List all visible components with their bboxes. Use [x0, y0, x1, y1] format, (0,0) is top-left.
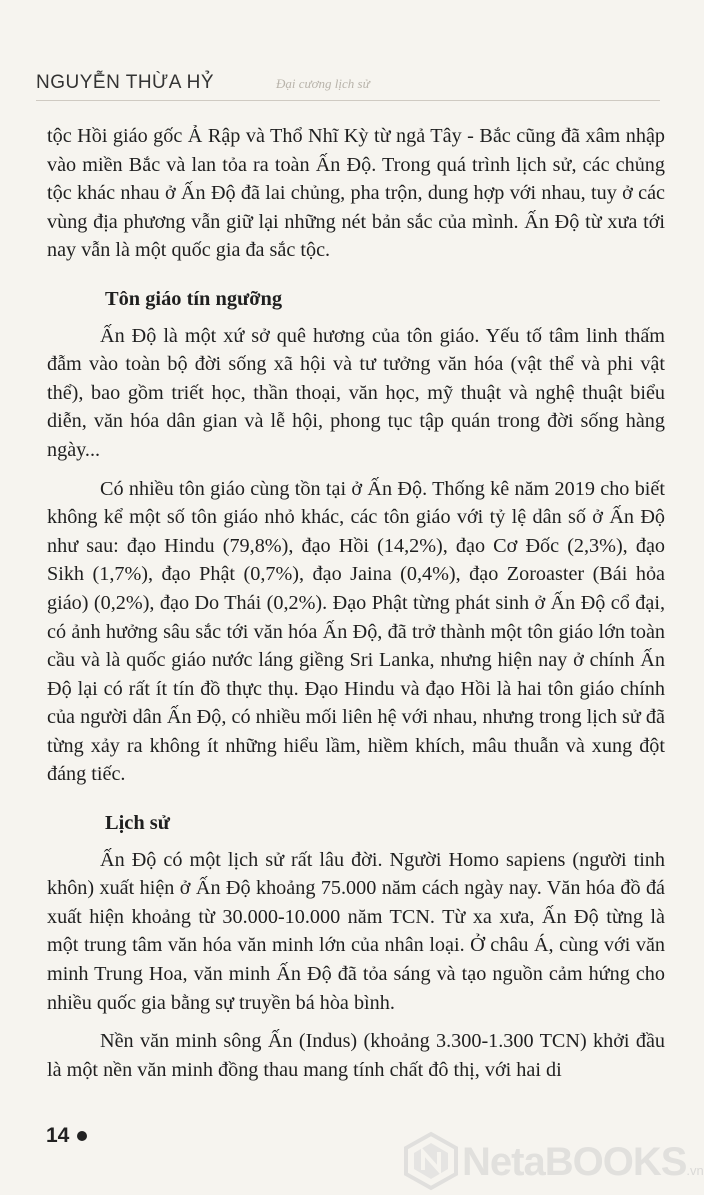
section-heading-religion: Tôn giáo tín ngưỡng — [105, 287, 283, 310]
bullet-icon — [77, 1131, 87, 1141]
paragraph: tộc Hồi giáo gốc Ả Rập và Thổ Nhĩ Kỳ từ ngả Tây - Bắc cũng đã xâm nhập vào miền Bắc và lan tỏa ra toàn Ấn Độ. Trong quá trình lịch sử, các chủng tộc khác nhau ở Ấn Độ đã lai chủng, pha trộn, dung hợp với nhau, tuy ở các vùng địa phương vẫn giữ lại những nét bản sắc của mình. Ấn Độ từ xưa tới nay vẫn là một quốc gia đa sắc tộc. — [47, 125, 665, 262]
page-number — [46, 1124, 87, 1148]
paragraph-gap — [47, 465, 665, 475]
running-header-faint-title: Đại cương lịch sử — [276, 76, 370, 91]
netabooks-logo-icon — [402, 1132, 460, 1190]
paragraph-gap — [47, 265, 665, 275]
page-number-text: 14 — [46, 1124, 70, 1147]
body-text — [47, 122, 665, 1084]
watermark-name: NetaBOOKS — [462, 1140, 687, 1184]
watermark-suffix: .vn — [686, 1163, 704, 1178]
paragraph: Ấn Độ có một lịch sử rất lâu đời. Người Homo sapiens (người tinh khôn) xuất hiện ở Ấn Độ khoảng 75.000 năm cách ngày nay. Văn hóa đồ đá xuất hiện khoảng từ 30.000-10.000 năm TCN. Từ xa xưa, Ấn Độ từng là một trung tâm văn hóa văn minh lớn của nhân loại. Ở châu Á, cùng với văn minh Trung Hoa, văn minh Ấn Độ đã tỏa sáng và tạo nguồn cảm hứng cho nhiều quốc gia bằng sự truyền bá hòa bình. — [47, 848, 665, 1014]
paragraph-gap — [47, 1017, 665, 1027]
paragraph: Ấn Độ là một xứ sở quê hương của tôn giáo. Yếu tố tâm linh thấm đẫm vào toàn bộ đời sống xã hội và tư tưởng văn hóa (vật thể và phi vật thể), bao gồm triết học, thần thoại, văn học, mỹ thuật và nghệ thuật biểu diễn, văn hóa dân gian và lễ hội, phong tục tập quán trong đời sống hàng ngày... — [47, 324, 665, 461]
watermark-text — [462, 1140, 704, 1185]
paragraph: Nền văn minh sông Ấn (Indus) (khoảng 3.300-1.300 TCN) khởi đầu là một nền văn minh đồng thau mang tính chất đô thị, với hai di — [47, 1030, 665, 1081]
section-heading-history: Lịch sử — [105, 812, 170, 835]
paragraph: Có nhiều tôn giáo cùng tồn tại ở Ấn Độ. Thống kê năm 2019 cho biết không kể một số tôn giáo nhỏ khác, các tôn giáo với tỷ lệ dân số ở Ấn Độ như sau: đạo Hindu (79,8%), đạo Hồi (14,2%), đạo Cơ Đốc (2,3%), đạo Sikh (1,7%), đạo Phật (0,7%), đạo Jaina (0,4%), đạo Zoroaster (Bái hỏa giáo) (0,2%), đạo Do Thái (0,2%). Đạo Phật từng phát sinh ở Ấn Độ cổ đại, có ảnh hưởng sâu sắc tới văn hóa Ấn Độ, đã trở thành một tôn giáo lớn toàn cầu và là quốc giáo nước láng giềng Sri Lanka, nhưng hiện nay ở chính Ấn Độ lại có rất ít tín đồ thực thụ. Đạo Hindu và đạo Hồi là hai tôn giáo chính của người dân Ấn Độ, có nhiều mối liên hệ với nhau, nhưng trong lịch sử đã từng xảy ra không ít những hiểu lầm, hiềm khích, mâu thuẫn và xung đột đáng tiếc. — [47, 477, 665, 786]
running-header-author: NGUYỄN THỪA HỶ — [36, 72, 215, 93]
watermark — [402, 1132, 704, 1192]
paragraph-gap — [47, 789, 665, 799]
running-header — [36, 72, 660, 101]
